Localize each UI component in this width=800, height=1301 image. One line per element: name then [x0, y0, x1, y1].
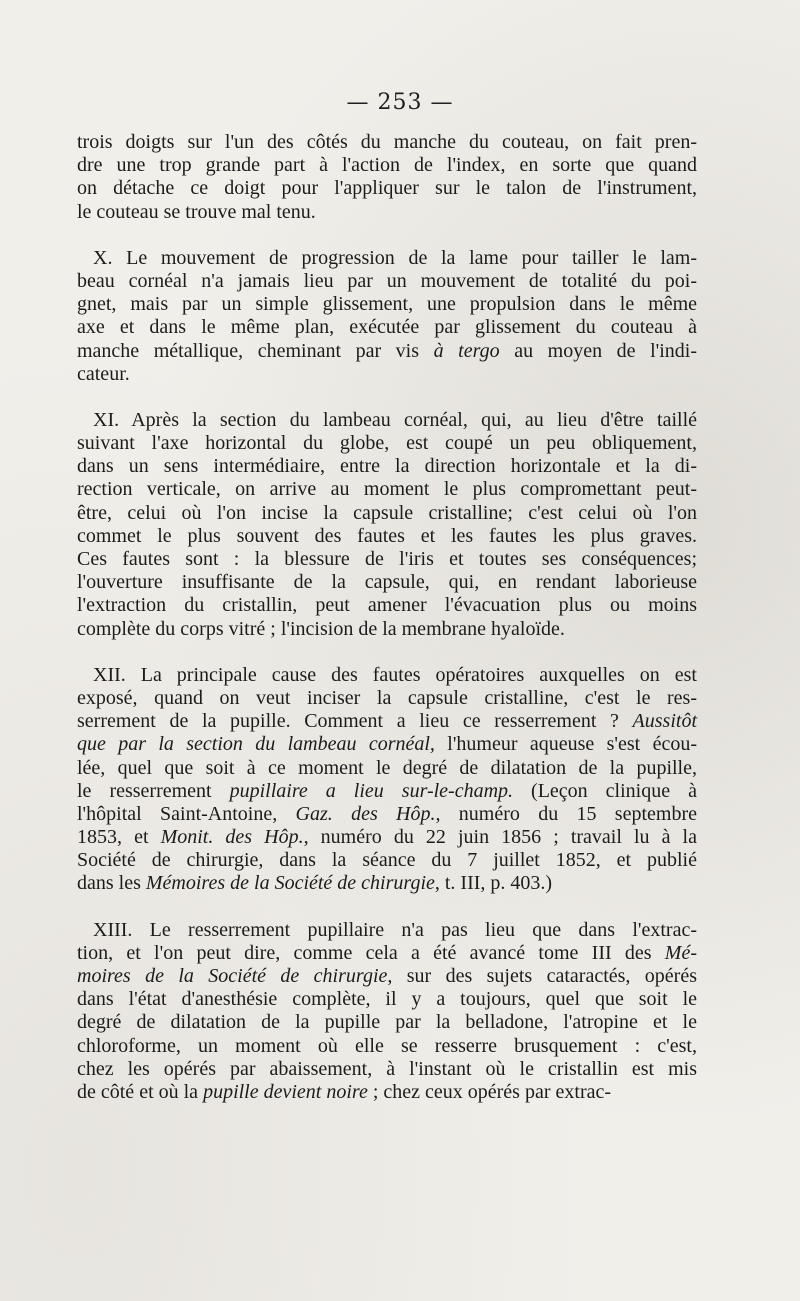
- italic-segment: Monit. des Hôp.: [160, 826, 304, 849]
- text-line: [77, 942, 697, 965]
- text-segment: serrement de la pupille. Comment a lieu ce resserrement ?: [77, 710, 633, 733]
- text-line: l'extraction du cristallin, peut amener l'évacuation plus ou moins: [77, 594, 697, 617]
- text-line: le couteau se trouve mal tenu.: [77, 200, 316, 223]
- text-line: exposé, quand on veut inciser la capsule cristalline, c'est le res-: [77, 686, 697, 709]
- text-line: beau cornéal n'a jamais lieu par un mouvement de totalité du poi-: [77, 269, 697, 292]
- text-segment: manche métallique, cheminant par vis: [77, 339, 434, 362]
- italic-segment: à tergo: [433, 339, 500, 362]
- text-line: chloroforme, un moment où elle se resserre brusquement : c'est,: [77, 1034, 697, 1057]
- italic-segment: Mémoires de la Société de chirurgie: [145, 872, 435, 895]
- text-line: rection verticale, on arrive au moment le plus compromettant peut-: [77, 478, 697, 501]
- text-segment: de côté et où la: [77, 1080, 204, 1103]
- page-number: — 253 —: [346, 90, 454, 115]
- italic-segment: pupille devient noire: [203, 1080, 368, 1103]
- text-segment: le resserrement: [77, 779, 230, 802]
- text-line: dre une trop grande part à l'action de l'index, en sorte que quand: [77, 154, 697, 177]
- text-segment: dans les: [77, 872, 146, 895]
- text-line: [77, 965, 697, 988]
- text-segment: l'humeur aqueuse s'est écou-: [434, 733, 697, 756]
- paragraph: [77, 664, 697, 896]
- text-line: [77, 872, 697, 895]
- text-line: axe et dans le même plan, exécutée par glissement du couteau à: [77, 316, 697, 339]
- text-line: [77, 733, 697, 756]
- text-line: suivant l'axe horizontal du globe, est coupé un peu obliquement,: [77, 432, 697, 455]
- text-line: l'ouverture insuffisante de la capsule, qui, en rendant laborieuse: [77, 571, 697, 594]
- text-segment: , numéro du 15 septembre: [435, 802, 697, 825]
- text-line: degré de dilatation de la pupille par la belladone, l'atropine et le: [77, 1011, 697, 1034]
- text-segment: , numéro du 22 juin 1856 ; travail lu à la: [303, 826, 697, 849]
- text-line: XIII. Le resserrement pupillaire n'a pas lieu que dans l'extrac-: [93, 918, 697, 941]
- paragraph: [77, 131, 697, 224]
- text-line: [77, 1081, 697, 1104]
- text-line: [77, 340, 697, 363]
- text-line: Société de chirurgie, dans la séance du 7 juillet 1852, et publié: [77, 849, 697, 872]
- text-line: on détache ce doigt pour l'appliquer sur le talon de l'instrument,: [77, 177, 697, 200]
- text-line: [77, 710, 697, 733]
- paragraph: [77, 247, 697, 386]
- text-line: cateur.: [77, 362, 130, 385]
- text-line: chez les opérés par abaissement, à l'instant où le cristallin est mis: [77, 1057, 697, 1080]
- text-line: lée, quel que soit à ce moment le degré de dilatation de la pupille,: [77, 756, 697, 779]
- text-line: [77, 803, 697, 826]
- text-line: Ces fautes sont : la blessure de l'iris et toutes ses conséquences;: [77, 548, 697, 570]
- text-body: [77, 131, 697, 1127]
- italic-segment: pupillaire a lieu sur-le-champ.: [229, 779, 514, 802]
- text-line: [77, 780, 697, 803]
- text-segment: l'hôpital Saint-Antoine,: [77, 802, 296, 825]
- italic-segment: Aussitôt: [632, 710, 697, 733]
- text-line: complète du corps vitré ; l'incision de la membrane hyaloïde.: [77, 617, 565, 640]
- italic-segment: moires de la Société de chirurgie: [77, 965, 388, 987]
- text-line: être, celui où l'on incise la capsule cristalline; c'est celui où l'on: [77, 501, 697, 524]
- paragraph: [77, 409, 697, 641]
- text-line: commet le plus souvent des fautes et les fautes les plus graves.: [77, 524, 697, 547]
- text-segment: , t. III, p. 403.): [434, 872, 553, 895]
- text-segment: , sur des sujets cataractés, opérés: [387, 965, 697, 987]
- text-segment: (Leçon clinique à: [513, 779, 697, 802]
- text-line: XII. La principale cause des fautes opératoires auxquelles on est: [93, 663, 697, 686]
- text-line: [77, 826, 697, 849]
- text-line: X. Le mouvement de progression de la lame pour tailler le lam-: [93, 246, 697, 269]
- text-segment: tion, et l'on peut dire, comme cela a été avancé tome III des: [77, 941, 665, 964]
- italic-segment: Mé-: [664, 941, 697, 964]
- paragraph: [77, 919, 697, 1105]
- italic-segment: Gaz. des Hôp.: [295, 802, 436, 825]
- text-segment: 1853, et: [77, 826, 161, 849]
- text-segment: ; chez ceux opérés par extrac-: [367, 1080, 612, 1103]
- italic-segment: que par la section du lambeau cornéal,: [77, 733, 435, 756]
- text-line: XI. Après la section du lambeau cornéal, qui, au lieu d'être taillé: [93, 408, 697, 431]
- text-line: trois doigts sur l'un des côtés du manche du couteau, on fait pren-: [77, 131, 697, 153]
- text-line: dans un sens intermédiaire, entre la direction horizontale et la di-: [77, 455, 697, 478]
- text-line: gnet, mais par un simple glissement, une propulsion dans le même: [77, 293, 697, 316]
- text-line: dans l'état d'anesthésie complète, il y a toujours, quel que soit le: [77, 988, 697, 1011]
- text-segment: au moyen de l'indi-: [499, 339, 698, 362]
